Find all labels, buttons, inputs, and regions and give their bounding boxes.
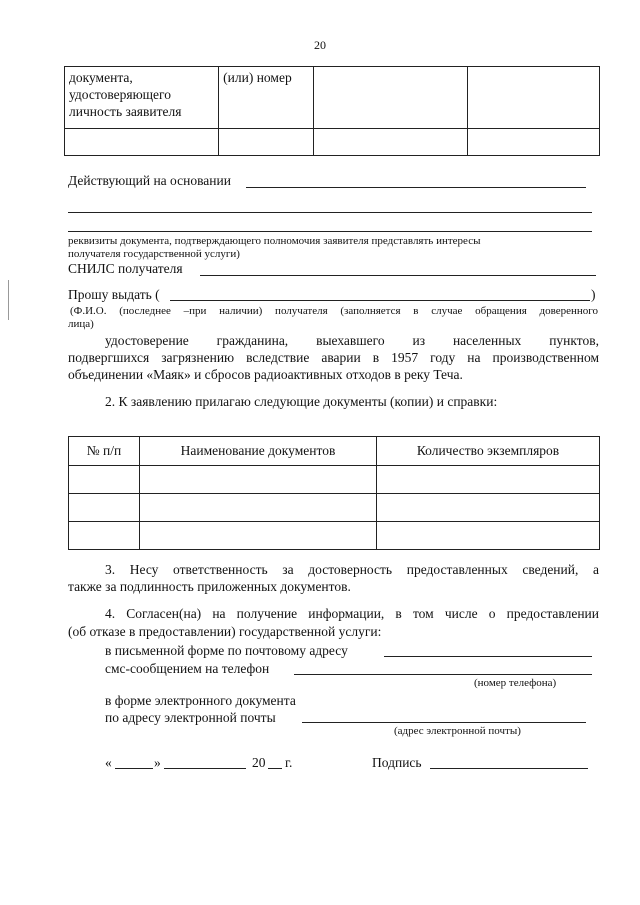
request-text-3: объединении «Маяк» и сбросов радиоактивных отходов в реку Теча. xyxy=(68,367,463,382)
basis-field-line-3[interactable] xyxy=(68,231,592,232)
snils-label: СНИЛС получателя xyxy=(68,261,183,276)
table-header-row xyxy=(69,437,600,466)
table-cell[interactable] xyxy=(468,67,600,129)
date-year-field[interactable] xyxy=(268,768,282,769)
table-cell[interactable] xyxy=(69,466,140,494)
table-row xyxy=(65,67,600,129)
table-cell[interactable] xyxy=(140,466,377,494)
email-caption: (адрес электронной почты) xyxy=(394,725,521,737)
email-field[interactable] xyxy=(302,722,586,723)
sms-option-label: смс-сообщением на телефон xyxy=(105,661,270,676)
date-year-prefix: 20 xyxy=(252,755,266,770)
request-text: удостоверение гражданина, выехавшего из населенных пунктов, xyxy=(105,333,599,348)
request-text-2: подвергшихся загрязнению вследствие аварии в 1957 году на производственном xyxy=(68,350,599,365)
table-cell[interactable] xyxy=(140,494,377,522)
table-row xyxy=(69,466,600,494)
request-caption-2: лица) xyxy=(68,318,94,330)
request-close-paren: ) xyxy=(591,287,596,302)
page-number: 20 xyxy=(314,38,326,52)
section-2-heading: 2. К заявлению прилагаю следующие документы (копии) и справки: xyxy=(105,394,498,409)
table-row xyxy=(69,494,600,522)
email-option-label: по адресу электронной почты xyxy=(105,710,276,725)
table-cell[interactable] xyxy=(377,494,600,522)
signature-field[interactable] xyxy=(430,768,588,769)
basis-field-line-2[interactable] xyxy=(68,212,592,213)
table-cell[interactable] xyxy=(314,67,468,129)
table-row xyxy=(69,522,600,550)
table-cell[interactable] xyxy=(468,129,600,156)
section-4-text: 4. Согласен(на) на получение информации, в том числе о предоставлении xyxy=(105,606,599,621)
recipient-name-field[interactable] xyxy=(170,300,590,301)
table-cell: документа, удостоверяющего личность заявителя xyxy=(65,67,219,129)
electronic-option-label: в форме электронного документа xyxy=(105,693,296,708)
section-3-text: 3. Несу ответственность за достоверность предоставленных сведений, а xyxy=(105,562,599,577)
documents-table xyxy=(68,436,600,550)
table-cell[interactable] xyxy=(69,522,140,550)
identity-document-table xyxy=(64,66,600,156)
table-cell[interactable] xyxy=(65,129,219,156)
scan-edge-mark xyxy=(8,280,9,320)
basis-caption: реквизиты документа, подтверждающего полномочия заявителя представлять интересы xyxy=(68,235,481,247)
table-cell[interactable] xyxy=(377,466,600,494)
table-cell: (или) номер xyxy=(219,67,314,129)
table-cell[interactable] xyxy=(377,522,600,550)
signature-label: Подпись xyxy=(372,755,422,770)
snils-field[interactable] xyxy=(200,275,596,276)
column-header: Наименование документов xyxy=(140,437,377,466)
table-cell[interactable] xyxy=(69,494,140,522)
table-cell[interactable] xyxy=(219,129,314,156)
column-header: Количество экземпляров xyxy=(377,437,600,466)
table-cell[interactable] xyxy=(314,129,468,156)
postal-address-field[interactable] xyxy=(384,656,592,657)
request-caption: (Ф.И.О. (последнее –при наличии) получателя (заполняется в случае обращения доверенного xyxy=(70,305,598,317)
postal-option-label: в письменной форме по почтовому адресу xyxy=(105,643,348,658)
request-label: Прошу выдать ( xyxy=(68,287,160,302)
column-header: № п/п xyxy=(69,437,140,466)
table-row xyxy=(65,129,600,156)
section-4-text-2: (об отказе в предоставлении) государственной услуги: xyxy=(68,624,382,639)
date-close-quote: » xyxy=(154,755,161,770)
basis-label: Действующий на основании xyxy=(68,173,231,188)
date-day-field[interactable] xyxy=(115,768,153,769)
date-open-quote: « xyxy=(105,755,112,770)
basis-field[interactable] xyxy=(246,187,586,188)
table-cell[interactable] xyxy=(140,522,377,550)
date-month-field[interactable] xyxy=(164,768,246,769)
basis-caption-2: получателя государственной услуги) xyxy=(68,248,240,260)
section-3-text-2: также за подлинность приложенных документов. xyxy=(68,579,351,594)
phone-field[interactable] xyxy=(294,674,592,675)
phone-caption: (номер телефона) xyxy=(474,677,557,689)
date-year-suffix: г. xyxy=(285,755,293,770)
